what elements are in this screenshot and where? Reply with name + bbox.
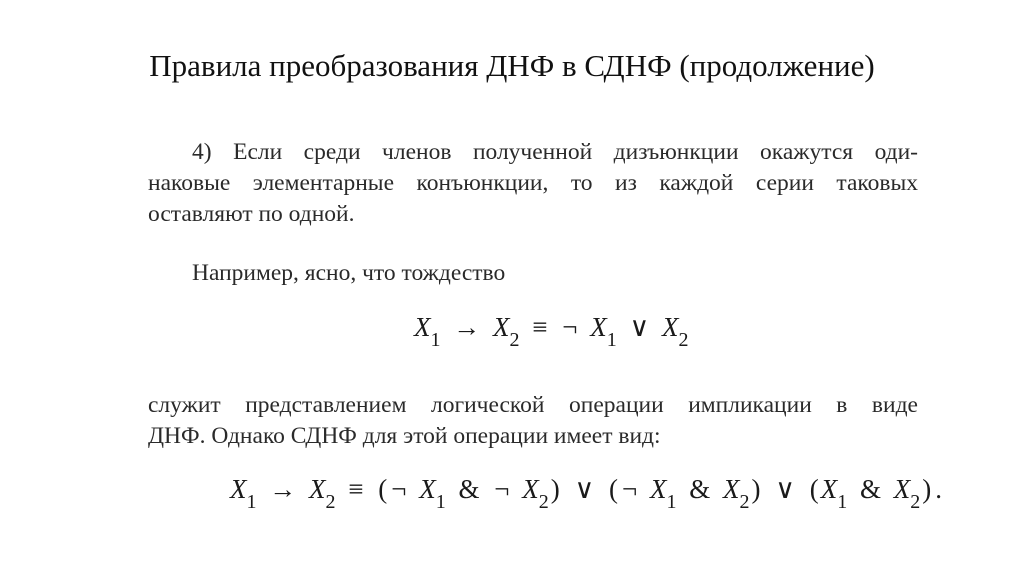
explanation-paragraph: [148, 390, 918, 452]
explanation-line-1: служит представлением логической операции импликации в виде: [148, 392, 918, 418]
rule-4-line-3: оставляют по одной.: [148, 201, 355, 227]
implication-formula-sdnf: $X_1 \to X_2$ ≡ ( ¬ $X_1$ & ¬ $X_2$) ∨ ( ¬ $X_1$ & $X_2$) ∨ ($X_1$ & $X_2$) .: [230, 474, 943, 513]
rule-4-paragraph: [148, 137, 918, 230]
example-intro: Например, ясно, что тождество: [192, 260, 506, 286]
slide-title: Правила преобразования ДНФ в СДНФ (продолжение): [149, 48, 875, 83]
rule-4-line-2: наковые элементарные конъюнкции, то из каждой серии таковых: [148, 170, 918, 196]
explanation-line-2: ДНФ. Однако СДНФ для этой операции имеет вид:: [148, 423, 661, 449]
rule-4-line-1: 4) Если среди членов полученной дизъюнкции окажутся оди-: [192, 139, 918, 165]
example-intro-paragraph: [148, 258, 918, 289]
implication-formula-dnf: $X_1 \to X_2$ ≡ ¬ $X_1$ ∨ $X_2$: [414, 312, 689, 351]
